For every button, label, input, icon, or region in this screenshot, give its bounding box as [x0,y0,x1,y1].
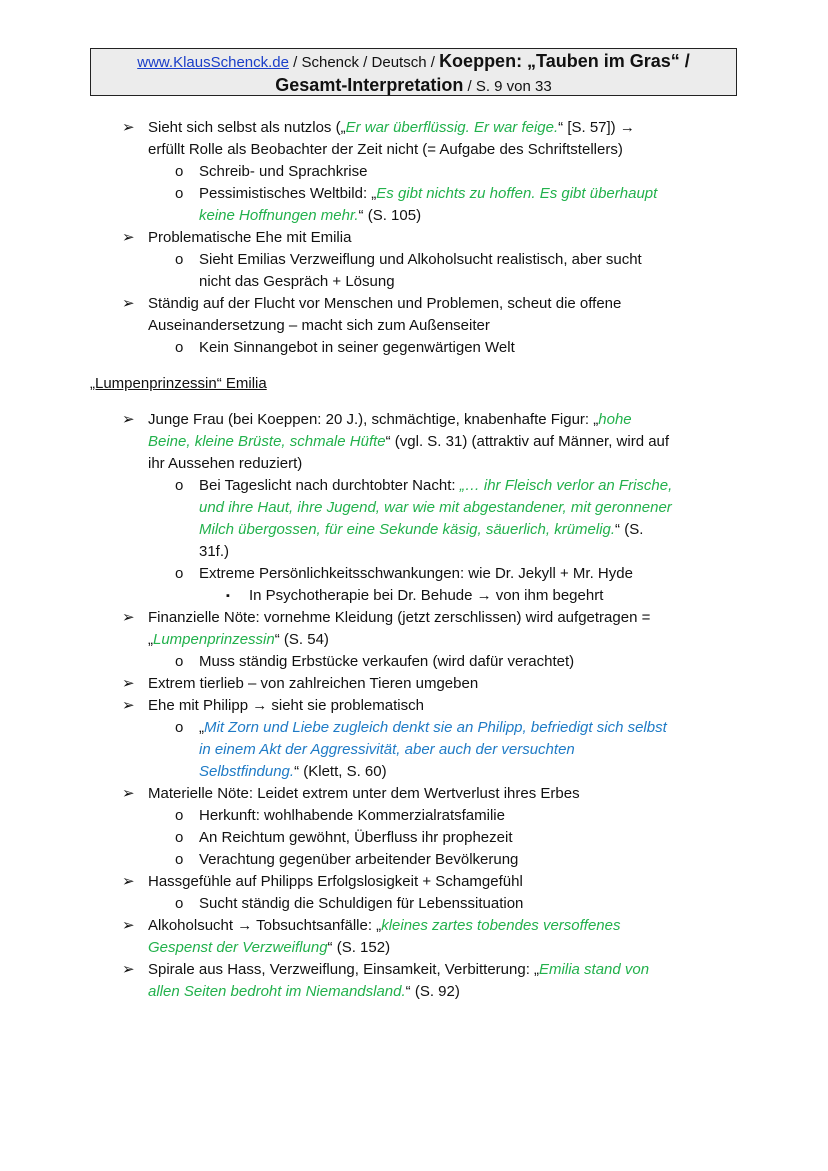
list-item: Hassgefühle auf Philipps Erfolgslosigkeit + Schamgefühl [148,873,523,890]
circle-bullet: o [175,851,184,868]
list-item-cont: in einem Akt der Aggressivität, aber auch der versuchten [199,741,575,758]
circle-bullet: o [175,163,184,180]
arrow-bullet: ➢ [122,917,135,934]
list-item: Schreib- und Sprachkrise [199,163,368,180]
circle-bullet: o [175,719,184,736]
list-item-cont: 31f.) [199,543,230,560]
list-item: Problematische Ehe mit Emilia [148,229,352,246]
arrow-bullet: ➢ [122,295,135,312]
list-item: Materielle Nöte: Leidet extrem unter dem Wertverlust ihres Erbes [148,785,580,802]
page-header [90,48,737,96]
list-item: Pessimistisches Weltbild: „Es gibt nichts zu hoffen. Es gibt überhaupt [199,185,658,202]
arrow-bullet: ➢ [122,785,135,802]
list-item: An Reichtum gewöhnt, Überfluss ihr prophezeit [199,829,513,846]
list-item-cont: ihr Aussehen reduziert) [148,455,303,472]
header-crumb: / Schenck / Deutsch / [288,54,440,71]
list-item: Ehe mit Philipp → sieht sie problematisch [148,697,424,714]
list-item-cont: Milch übergossen, für eine Sekunde käsig, säuerlich, krümelig.“ (S. [199,521,644,538]
list-item: Kein Sinnangebot in seiner gegenwärtigen Welt [199,339,515,356]
list-item-cont: „Lumpenprinzessin“ (S. 54) [148,631,329,648]
arrow-bullet: ➢ [122,411,135,428]
circle-bullet: o [175,895,184,912]
arrow-bullet: ➢ [122,229,135,246]
list-item: Extrem tierlieb – von zahlreichen Tieren umgeben [148,675,479,692]
list-item: In Psychotherapie bei Dr. Behude → von ihm begehrt [249,587,604,604]
arrow-bullet: ➢ [122,675,135,692]
circle-bullet: o [175,653,184,670]
arrow-bullet: ➢ [122,119,135,136]
list-item: Herkunft: wohlhabende Kommerzialratsfamilie [199,807,505,824]
header-line-2 [91,74,736,98]
square-bullet: ▪ [226,590,230,602]
site-link[interactable]: www.KlausSchenck.de [137,54,289,71]
list-item: Finanzielle Nöte: vornehme Kleidung (jetzt zerschlissen) wird aufgetragen = [148,609,651,626]
list-item-cont: keine Hoffnungen mehr.“ (S. 105) [199,207,422,224]
arrow-bullet: ➢ [122,697,135,714]
circle-bullet: o [175,339,184,356]
list-item: „Mit Zorn und Liebe zugleich denkt sie an Philipp, befriedigt sich selbst [199,719,667,736]
list-item-cont: Gespenst der Verzweiflung“ (S. 152) [148,939,391,956]
circle-bullet: o [175,807,184,824]
list-item: Sieht Emilias Verzweiflung und Alkoholsucht realistisch, aber sucht [199,251,642,268]
section-heading: „Lumpenprinzessin“ Emilia [90,375,267,392]
list-item-cont: Beine, kleine Brüste, schmale Hüfte“ (vgl. S. 31) (attraktiv auf Männer, wird auf [148,433,670,450]
header-title-2: Gesamt-Interpretation [275,75,464,95]
list-item: Ständig auf der Flucht vor Menschen und Problemen, scheut die offene [148,295,622,312]
arrow-bullet: ➢ [122,873,135,890]
header-page: / S. 9 von 33 [463,78,552,95]
list-item: Sieht sich selbst als nutzlos („Er war überflüssig. Er war feige.“ [S. 57]) → [148,119,635,136]
list-item-cont: und ihre Haut, ihre Jugend, war wie mit abgestandener, mit geronnener [199,499,672,516]
circle-bullet: o [175,477,184,494]
list-item-cont: allen Seiten bedroht im Niemandsland.“ (S. 92) [148,983,460,1000]
list-item: Sucht ständig die Schuldigen für Lebenssituation [199,895,524,912]
arrow-bullet: ➢ [122,961,135,978]
list-item-cont: erfüllt Rolle als Beobachter der Zeit nicht (= Aufgabe des Schriftstellers) [148,141,623,158]
header-title-1: Koeppen: „Tauben im Gras“ / [439,51,690,71]
list-item: Verachtung gegenüber arbeitender Bevölkerung [199,851,519,868]
list-item: Spirale aus Hass, Verzweiflung, Einsamkeit, Verbitterung: „Emilia stand von [148,961,650,978]
list-item: Bei Tageslicht nach durchtobter Nacht: „… ihr Fleisch verlor an Frische, [199,477,673,494]
list-item: Alkoholsucht → Tobsuchtsanfälle: „kleines zartes tobendes versoffenes [148,917,621,934]
list-item-cont: Selbstfindung.“ (Klett, S. 60) [199,763,387,780]
circle-bullet: o [175,185,184,202]
circle-bullet: o [175,251,184,268]
list-item: Junge Frau (bei Koeppen: 20 J.), schmächtige, knabenhafte Figur: „hohe [148,411,632,428]
header-line-1 [91,50,736,74]
list-item-cont: Auseinandersetzung – macht sich zum Außenseiter [148,317,490,334]
arrow-bullet: ➢ [122,609,135,626]
list-item-cont: nicht das Gespräch + Lösung [199,273,395,290]
list-item: Muss ständig Erbstücke verkaufen (wird dafür verachtet) [199,653,575,670]
circle-bullet: o [175,829,184,846]
circle-bullet: o [175,565,184,582]
list-item: Extreme Persönlichkeitsschwankungen: wie Dr. Jekyll + Mr. Hyde [199,565,633,582]
